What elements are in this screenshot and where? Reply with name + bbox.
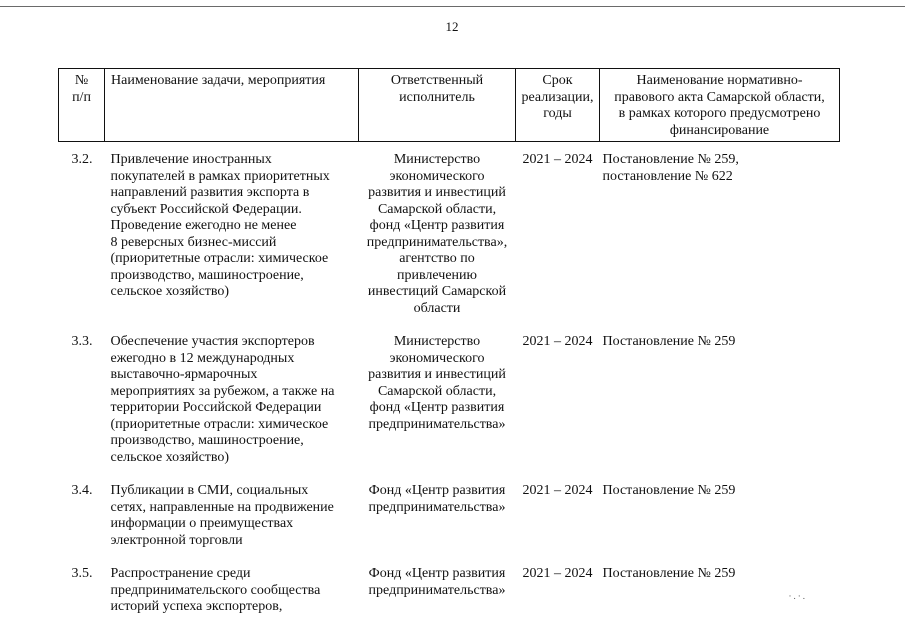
row-responsible: Фонд «Центр развития предпринимательства» bbox=[368, 483, 506, 515]
table-row bbox=[59, 142, 840, 325]
table-header-row bbox=[59, 69, 840, 142]
row-term: 2021 – 2024 bbox=[522, 483, 593, 498]
measures-table bbox=[58, 68, 840, 616]
row-task: Обеспечение участия экспортеров ежегодно в 12 международных выставочно-ярмарочных мероприятиях за рубежом, а также на территории Российской Федерации (приоритетные отрасли: химическое производство, машиностроение, сельское хозяйство) bbox=[110, 334, 335, 465]
row-act: Постановление № 259, постановление № 622 bbox=[602, 152, 739, 184]
header-task: Наименование задачи, мероприятия bbox=[105, 69, 359, 142]
table-row bbox=[59, 473, 840, 556]
table-row bbox=[59, 556, 840, 616]
row-task: Распространение среди предпринимательского сообщества историй успеха экспортеров, bbox=[110, 566, 321, 614]
row-responsible: Министерство экономического развития и инвестиций Самарской области, фонд «Центр развития предпринимательства», агентство по привлечению инвестиций Самарской области bbox=[366, 152, 508, 316]
row-term: 2021 – 2024 bbox=[522, 152, 593, 167]
row-task: Привлечение иностранных покупателей в рамках приоритетных направлений развития экспорта в субъект Российской Федерации. Проведение ежегодно не менее 8 реверсных бизнес-миссий (приоритетные отрасли: химическое производство, машиностроение, сельское хозяйство) bbox=[110, 152, 330, 299]
row-term: 2021 – 2024 bbox=[522, 566, 593, 581]
row-number: 3.4. bbox=[71, 483, 93, 498]
scan-speck-marks: ·.·. bbox=[788, 591, 807, 601]
row-act: Постановление № 259 bbox=[602, 566, 736, 581]
row-term: 2021 – 2024 bbox=[522, 334, 593, 349]
row-number: 3.2. bbox=[71, 152, 93, 167]
table-row bbox=[59, 324, 840, 473]
page-number: 12 bbox=[445, 19, 459, 34]
row-responsible: Министерство экономического развития и инвестиций Самарской области, фонд «Центр развития предпринимательства» bbox=[368, 334, 506, 432]
row-act: Постановление № 259 bbox=[602, 483, 736, 498]
row-responsible: Фонд «Центр развития предпринимательства» bbox=[368, 566, 506, 598]
row-task: Публикации в СМИ, социальных сетях, направленные на продвижение информации о преимуществах электронной торговли bbox=[110, 483, 334, 548]
header-act: Наименование нормативно- правового акта Самарской области, в рамках которого предусмотрено финансирование bbox=[600, 69, 840, 142]
row-number: 3.5. bbox=[71, 566, 93, 581]
row-act: Постановление № 259 bbox=[602, 334, 736, 349]
header-num: № п/п bbox=[59, 69, 105, 142]
header-term: Срок реализации, годы bbox=[516, 69, 600, 142]
page-top-rule bbox=[0, 6, 905, 7]
row-number: 3.3. bbox=[71, 334, 93, 349]
header-responsible: Ответственный исполнитель bbox=[359, 69, 516, 142]
